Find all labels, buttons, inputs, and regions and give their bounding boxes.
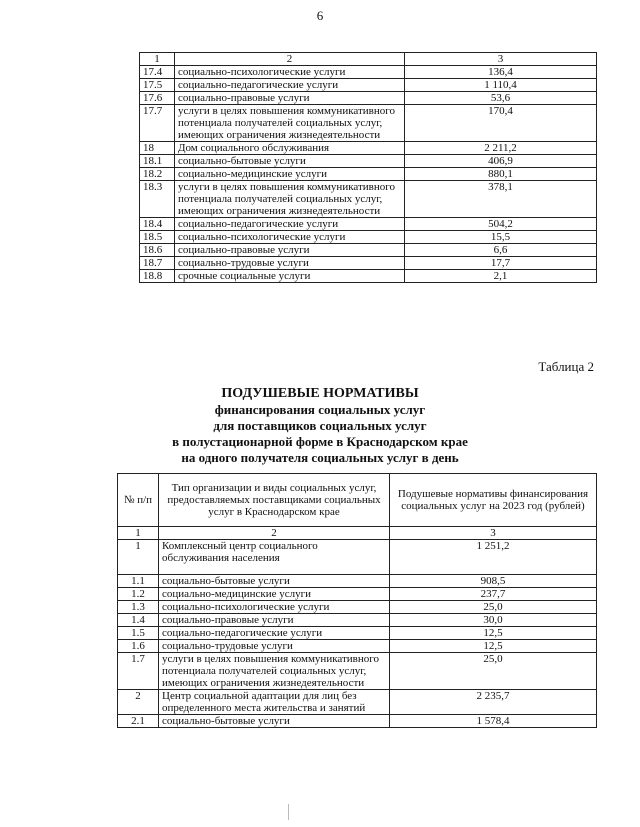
table-body bbox=[118, 540, 597, 728]
per-capita-norms-table bbox=[117, 473, 597, 728]
title-line: на одного получателя социальных услуг в день bbox=[181, 450, 459, 465]
table-header-row bbox=[118, 474, 597, 527]
table-row bbox=[118, 601, 597, 614]
row-name: социально-бытовые услуги bbox=[159, 575, 390, 588]
row-value: 53,6 bbox=[405, 92, 597, 105]
table-header-row bbox=[140, 53, 597, 66]
row-number: 18.3 bbox=[140, 181, 175, 218]
row-number: 1.1 bbox=[118, 575, 159, 588]
title-line: в полустационарной форме в Краснодарском крае bbox=[172, 434, 468, 449]
header-cell-type: Тип организации и виды социальных услуг, предоставляемых поставщиками социальных услуг в Краснодарском крае bbox=[159, 474, 390, 527]
services-table-continued bbox=[139, 52, 597, 283]
table-row bbox=[140, 244, 597, 257]
row-name: социально-педагогические услуги bbox=[159, 627, 390, 640]
row-name: Дом социального обслуживания bbox=[175, 142, 405, 155]
row-value: 1 578,4 bbox=[390, 715, 597, 728]
row-number: 18.2 bbox=[140, 168, 175, 181]
table-row bbox=[118, 690, 597, 715]
row-name: социально-правовые услуги bbox=[175, 244, 405, 257]
row-name: социально-медицинские услуги bbox=[159, 588, 390, 601]
row-number: 1.2 bbox=[118, 588, 159, 601]
table-row bbox=[140, 168, 597, 181]
row-value: 2 211,2 bbox=[405, 142, 597, 155]
row-number: 17.4 bbox=[140, 66, 175, 79]
row-value: 12,5 bbox=[390, 640, 597, 653]
title-line: для поставщиков социальных услуг bbox=[213, 418, 427, 433]
row-name: социально-трудовые услуги bbox=[175, 257, 405, 270]
row-name: социально-медицинские услуги bbox=[175, 168, 405, 181]
row-value: 237,7 bbox=[390, 588, 597, 601]
table-row bbox=[140, 66, 597, 79]
row-number: 18.1 bbox=[140, 155, 175, 168]
row-value: 6,6 bbox=[405, 244, 597, 257]
table-row bbox=[118, 588, 597, 601]
row-number: 17.6 bbox=[140, 92, 175, 105]
row-number: 2.1 bbox=[118, 715, 159, 728]
row-value: 378,1 bbox=[405, 181, 597, 218]
row-name: социально-психологические услуги bbox=[175, 66, 405, 79]
table-row bbox=[140, 105, 597, 142]
table-row bbox=[118, 614, 597, 627]
header-cell: 1 bbox=[140, 53, 175, 66]
row-name: социально-бытовые услуги bbox=[159, 715, 390, 728]
header-cell: 3 bbox=[405, 53, 597, 66]
table-row bbox=[118, 540, 597, 575]
row-number: 18.7 bbox=[140, 257, 175, 270]
table-row bbox=[140, 218, 597, 231]
row-value: 2,1 bbox=[405, 270, 597, 283]
row-number: 1 bbox=[118, 540, 159, 575]
row-value: 504,2 bbox=[405, 218, 597, 231]
row-value: 25,0 bbox=[390, 653, 597, 690]
table-row bbox=[140, 92, 597, 105]
table-row bbox=[140, 142, 597, 155]
title-line: ПОДУШЕВЫЕ НОРМАТИВЫ bbox=[221, 386, 419, 401]
row-name: Центр социальной адаптации для лиц без определенного места жительства и занятий bbox=[159, 690, 390, 715]
header-cell: 2 bbox=[159, 527, 390, 540]
table-body bbox=[140, 66, 597, 283]
row-name: услуги в целях повышения коммуникативного потенциала получателей социальных услуг, имеющих ограничения жизнедеятельности bbox=[159, 653, 390, 690]
table-row bbox=[118, 575, 597, 588]
row-value: 136,4 bbox=[405, 66, 597, 79]
row-value: 25,0 bbox=[390, 601, 597, 614]
row-number: 18.6 bbox=[140, 244, 175, 257]
table-row bbox=[140, 257, 597, 270]
row-number: 2 bbox=[118, 690, 159, 715]
row-name: срочные социальные услуги bbox=[175, 270, 405, 283]
row-number: 1.3 bbox=[118, 601, 159, 614]
page-number: 6 bbox=[316, 8, 324, 23]
row-name: социально-правовые услуги bbox=[159, 614, 390, 627]
row-value: 170,4 bbox=[405, 105, 597, 142]
row-number: 18.4 bbox=[140, 218, 175, 231]
header-cell-number: № п/п bbox=[118, 474, 159, 527]
row-name: Комплексный центр социального обслуживания населения bbox=[159, 540, 390, 575]
header-cell-norms: Подушевые нормативы финансирования социальных услуг на 2023 год (рублей) bbox=[390, 474, 597, 527]
row-name: социально-бытовые услуги bbox=[175, 155, 405, 168]
header-cell: 1 bbox=[118, 527, 159, 540]
table-row bbox=[118, 640, 597, 653]
table-row bbox=[118, 715, 597, 728]
row-number: 1.5 bbox=[118, 627, 159, 640]
header-cell: 2 bbox=[175, 53, 405, 66]
column-numbers-row bbox=[118, 527, 597, 540]
table-row bbox=[118, 627, 597, 640]
table-row bbox=[140, 231, 597, 244]
row-value: 908,5 bbox=[390, 575, 597, 588]
row-number: 1.6 bbox=[118, 640, 159, 653]
table-row bbox=[118, 653, 597, 690]
row-value: 12,5 bbox=[390, 627, 597, 640]
table-row bbox=[140, 270, 597, 283]
table-row bbox=[140, 181, 597, 218]
row-number: 1.7 bbox=[118, 653, 159, 690]
scan-mark bbox=[288, 804, 289, 820]
row-value: 1 110,4 bbox=[405, 79, 597, 92]
row-value: 17,7 bbox=[405, 257, 597, 270]
row-name: услуги в целях повышения коммуникативного потенциала получателей социальных услуг, имеющих ограничения жизнедеятельности bbox=[175, 105, 405, 142]
row-name: социально-трудовые услуги bbox=[159, 640, 390, 653]
row-number: 17.7 bbox=[140, 105, 175, 142]
row-value: 30,0 bbox=[390, 614, 597, 627]
row-number: 17.5 bbox=[140, 79, 175, 92]
row-value: 15,5 bbox=[405, 231, 597, 244]
row-number: 1.4 bbox=[118, 614, 159, 627]
row-name: социально-педагогические услуги bbox=[175, 79, 405, 92]
header-cell: 3 bbox=[390, 527, 597, 540]
row-value: 406,9 bbox=[405, 155, 597, 168]
row-name: услуги в целях повышения коммуникативного потенциала получателей социальных услуг, имеющих ограничения жизнедеятельности bbox=[175, 181, 405, 218]
row-number: 18.8 bbox=[140, 270, 175, 283]
row-value: 880,1 bbox=[405, 168, 597, 181]
row-name: социально-правовые услуги bbox=[175, 92, 405, 105]
table-caption: Таблица 2 bbox=[538, 359, 594, 374]
document-title bbox=[0, 386, 640, 466]
row-name: социально-психологические услуги bbox=[175, 231, 405, 244]
table-row bbox=[140, 155, 597, 168]
table-row bbox=[140, 79, 597, 92]
row-name: социально-психологические услуги bbox=[159, 601, 390, 614]
row-value: 2 235,7 bbox=[390, 690, 597, 715]
row-value: 1 251,2 bbox=[390, 540, 597, 575]
row-number: 18.5 bbox=[140, 231, 175, 244]
title-line: финансирования социальных услуг bbox=[214, 402, 426, 417]
row-number: 18 bbox=[140, 142, 175, 155]
row-name: социально-педагогические услуги bbox=[175, 218, 405, 231]
